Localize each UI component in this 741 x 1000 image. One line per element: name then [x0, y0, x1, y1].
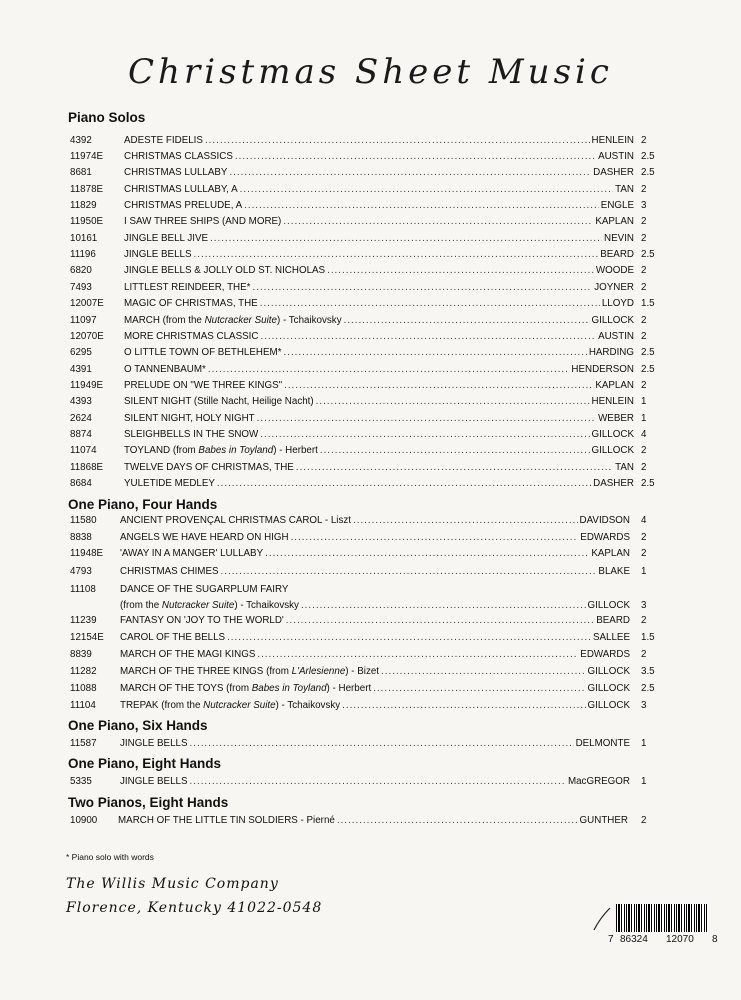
catalog-number: 8839 [70, 649, 92, 660]
barcode-group-2: 12070 [666, 934, 694, 945]
grade-level: 2 [641, 282, 647, 293]
catalog-number: 11239 [70, 615, 97, 626]
grade-level: 2 [641, 184, 647, 195]
leader-dots [260, 428, 589, 442]
title-line [118, 814, 628, 828]
title-line [124, 232, 634, 246]
piece-title [124, 412, 255, 426]
piece-title-text: I SAW THREE SHIPS (AND MORE) [124, 216, 282, 227]
piece-title-text: TWELVE DAYS OF CHRISTMAS, THE [124, 462, 294, 473]
catalog-number: 11949E [70, 380, 104, 391]
piece-title [124, 150, 233, 164]
title-line [124, 379, 634, 393]
grade-level: 2 [641, 445, 647, 456]
catalog-number: 8684 [70, 478, 92, 489]
piece-title [124, 428, 258, 442]
grade-level: 2 [641, 233, 647, 244]
piece-title-text: MARCH (from the [124, 315, 205, 326]
title-line [124, 281, 634, 295]
title-line [120, 583, 630, 597]
leader-dots [194, 248, 599, 262]
leader-dots [190, 737, 574, 751]
piece-title-italic: Babes in Toyland [198, 445, 274, 456]
piece-title-text: O LITTLE TOWN OF BETHLEHEM* [124, 347, 282, 358]
piece-title-text: PRELUDE ON "WE THREE KINGS" [124, 380, 283, 391]
piece-title-text: MARCH OF THE THREE KINGS (from [120, 666, 292, 677]
arranger: NEVIN [604, 233, 634, 244]
piece-title [124, 264, 325, 278]
catalog-number: 2624 [70, 413, 92, 424]
leader-dots [373, 682, 585, 696]
piece-title [124, 363, 206, 377]
leader-dots [217, 477, 591, 491]
piece-title [124, 477, 215, 491]
catalog-number: 11088 [70, 683, 97, 694]
slash-mark-icon [592, 906, 612, 932]
grade-level: 1 [641, 738, 647, 749]
grade-level: 2 [641, 216, 647, 227]
leader-dots [235, 150, 596, 164]
title-line [120, 775, 630, 789]
arranger: BEARD [596, 615, 630, 626]
grade-level: 2 [641, 815, 647, 826]
piece-title [120, 531, 289, 545]
arranger: GILLOCK [591, 429, 634, 440]
arranger: HENDERSON [571, 364, 634, 375]
arranger: HENLEIN [591, 396, 634, 407]
arranger: DELMONTE [575, 738, 630, 749]
piece-title-text: JINGLE BELL JIVE [124, 233, 209, 244]
catalog-number: 11868E [70, 462, 104, 473]
piece-title-text: SLEIGHBELLS IN THE SNOW [124, 429, 259, 440]
piece-title-text: JINGLE BELLS [124, 249, 192, 260]
piece-title-text: TOYLAND (from [124, 445, 199, 456]
piece-title [120, 682, 371, 696]
arranger: EDWARDS [580, 649, 630, 660]
arranger: GILLOCK [587, 700, 630, 711]
title-line [124, 314, 634, 328]
arranger: GILLOCK [591, 445, 634, 456]
piece-title-italic: Nutcracker Suite [204, 315, 277, 326]
leader-dots [316, 395, 590, 409]
grade-level: 2 [641, 649, 647, 660]
piece-title-text: CHRISTMAS PRELUDE, A [124, 200, 243, 211]
leader-dots [240, 183, 614, 197]
piece-title [124, 379, 282, 393]
catalog-number: 8874 [70, 429, 92, 440]
section-heading: One Piano, Six Hands [68, 718, 208, 733]
arranger: GUNTHER [579, 815, 628, 826]
title-line [120, 614, 630, 628]
grade-level: 1 [641, 396, 647, 407]
leader-dots [320, 444, 590, 458]
catalog-number: 4793 [70, 566, 92, 577]
piece-title-text: YULETIDE MEDLEY [124, 478, 215, 489]
title-line [120, 631, 630, 645]
arranger: KAPLAN [591, 548, 630, 559]
piece-title [124, 166, 227, 180]
piece-title [120, 565, 219, 579]
arranger: DASHER [593, 478, 634, 489]
leader-dots [301, 599, 586, 613]
leader-dots [229, 166, 591, 180]
leader-dots [257, 648, 578, 662]
leader-dots [210, 232, 602, 246]
catalog-number: 12070E [70, 331, 104, 342]
arranger: LLOYD [601, 298, 634, 309]
piece-title [124, 215, 281, 229]
grade-level: 2 [641, 548, 647, 559]
grade-level: 2 [641, 532, 647, 543]
arranger: SALLEE [592, 632, 630, 643]
piece-title-text: MAGIC OF CHRISTMAS, THE [124, 298, 258, 309]
grade-level: 2 [641, 265, 647, 276]
barcode-bars [616, 904, 708, 932]
barcode [590, 904, 720, 956]
piece-title [124, 248, 192, 262]
catalog-number: 11196 [70, 249, 96, 260]
title-line [120, 737, 630, 751]
title-line [124, 134, 634, 148]
arranger: DAVIDSON [579, 515, 630, 526]
arranger: MacGREGOR [567, 776, 630, 787]
piece-title-text: CHRISTMAS LULLABY, A [124, 184, 238, 195]
piece-title [124, 183, 238, 197]
leader-dots [257, 412, 596, 426]
grade-level: 4 [641, 429, 647, 440]
grade-level: 2.5 [641, 347, 655, 358]
piece-title [124, 330, 258, 344]
piece-title-text: SILENT NIGHT, HOLY NIGHT [124, 413, 255, 424]
piece-title [120, 665, 379, 679]
page-title: Christmas Sheet Music [128, 52, 613, 92]
title-line [124, 412, 634, 426]
piece-title-suffix: ) - Tchaikovsky [234, 600, 299, 611]
catalog-number: 6295 [70, 347, 92, 358]
grade-level: 2.5 [641, 249, 655, 260]
grade-level: 2 [641, 380, 647, 391]
arranger: AUSTIN [598, 151, 634, 162]
arranger: BLAKE [598, 566, 630, 577]
title-line [124, 248, 634, 262]
arranger: WOODE [595, 265, 634, 276]
grade-level: 2 [641, 462, 647, 473]
grade-level: 3 [641, 200, 647, 211]
grade-level: 3 [641, 600, 647, 611]
piece-title-text: JINGLE BELLS [120, 776, 188, 787]
catalog-number: 4391 [70, 364, 92, 375]
piece-title [120, 648, 255, 662]
leader-dots [327, 264, 594, 278]
piece-title [120, 775, 188, 789]
publisher-name: The Willis Music Company [66, 876, 279, 892]
arranger: ENGLE [600, 200, 634, 211]
arranger: DASHER [593, 167, 634, 178]
arranger: HENLEIN [591, 135, 634, 146]
title-line [124, 444, 634, 458]
piece-title-suffix: ) - Tchaikovsky [276, 315, 342, 326]
title-line [120, 665, 630, 679]
grade-level: 4 [641, 515, 647, 526]
title-line [120, 514, 630, 528]
title-line [120, 531, 630, 545]
piece-title [124, 297, 258, 311]
piece-title [124, 281, 250, 295]
leader-dots [265, 547, 589, 561]
piece-title-text: ADESTE FIDELIS [124, 135, 203, 146]
title-line [124, 461, 634, 475]
title-line [124, 395, 634, 409]
title-line [124, 330, 634, 344]
arranger: HARDING [588, 347, 634, 358]
section-heading: Two Pianos, Eight Hands [68, 795, 229, 810]
catalog-number: 4393 [70, 396, 92, 407]
grade-level: 1.5 [641, 632, 655, 643]
leader-dots [284, 346, 587, 360]
title-line [124, 346, 634, 360]
leader-dots [381, 665, 585, 679]
arranger: AUSTIN [598, 331, 634, 342]
piece-title-text: (from the [120, 600, 162, 611]
grade-level: 1 [641, 566, 647, 577]
grade-level: 2.5 [641, 151, 655, 162]
catalog-number: 11878E [70, 184, 104, 195]
piece-title [120, 699, 340, 713]
catalog-number: 5335 [70, 776, 92, 787]
leader-dots [344, 314, 590, 328]
leader-dots [190, 775, 566, 789]
grade-level: 2 [641, 331, 647, 342]
leader-dots [252, 281, 592, 295]
title-line [124, 297, 634, 311]
piece-title [120, 614, 284, 628]
piece-title [124, 444, 318, 458]
section-heading: Piano Solos [68, 110, 146, 125]
piece-title-italic: Nutcracker Suite [161, 600, 235, 611]
leader-dots [244, 199, 599, 213]
piece-title [124, 232, 208, 246]
title-line [124, 477, 634, 491]
title-line [120, 599, 630, 613]
piece-title-text: TREPAK (from the [120, 700, 204, 711]
catalog-number: 11974E [70, 151, 104, 162]
piece-title-text: DANCE OF THE SUGARPLUM FAIRY [120, 584, 289, 595]
piece-title-text: CHRISTMAS LULLABY [124, 167, 228, 178]
piece-title-text: MARCH OF THE MAGI KINGS [120, 649, 256, 660]
piece-title-text: LITTLEST REINDEER, THE* [124, 282, 251, 293]
barcode-group-1: 86324 [620, 934, 648, 945]
arranger: EDWARDS [580, 532, 630, 543]
piece-title-text: 'AWAY IN A MANGER' LULLABY [120, 548, 264, 559]
leader-dots [291, 531, 579, 545]
piece-title [124, 199, 242, 213]
catalog-number: 4392 [70, 135, 92, 146]
title-line [120, 648, 630, 662]
grade-level: 3 [641, 700, 647, 711]
piece-title-text: MARCH OF THE TOYS (from [120, 683, 252, 694]
footnote: * Piano solo with words [66, 852, 154, 862]
piece-title-suffix: ) - Tchaikovsky [275, 700, 341, 711]
title-line [124, 183, 634, 197]
catalog-number: 6820 [70, 265, 92, 276]
arranger: JOYNER [594, 282, 634, 293]
title-line [124, 215, 634, 229]
title-line [120, 547, 630, 561]
grade-level: 2 [641, 615, 647, 626]
catalog-number: 11948E [70, 548, 104, 559]
arranger: GILLOCK [587, 683, 630, 694]
section-heading: One Piano, Eight Hands [68, 756, 222, 771]
arranger: TAN [615, 184, 634, 195]
title-line [124, 166, 634, 180]
catalog-number: 11282 [70, 666, 97, 677]
catalog-number: 11829 [70, 200, 97, 211]
leader-dots [208, 363, 570, 377]
leader-dots [227, 631, 591, 645]
piece-title [120, 514, 351, 528]
title-line [124, 150, 634, 164]
title-line [124, 428, 634, 442]
grade-level: 2 [641, 135, 647, 146]
piece-title-italic: Babes in Toyland [251, 683, 327, 694]
arranger: GILLOCK [587, 666, 630, 677]
catalog-number: 10161 [70, 233, 98, 244]
grade-level: 2.5 [641, 478, 655, 489]
piece-title-suffix: ) - Herbert [326, 683, 372, 694]
catalog-number: 11950E [70, 216, 104, 227]
piece-title [124, 346, 282, 360]
arranger: KAPLAN [595, 216, 634, 227]
catalog-number: 11074 [70, 445, 97, 456]
catalog-number: 8838 [70, 532, 92, 543]
piece-title-text: JINGLE BELLS & JOLLY OLD ST. NICHOLAS [124, 265, 326, 276]
arranger: TAN [615, 462, 634, 473]
catalog-number: 7493 [70, 282, 92, 293]
piece-title [124, 134, 203, 148]
leader-dots [283, 215, 593, 229]
arranger: BEARD [600, 249, 634, 260]
piece-title [118, 814, 335, 828]
piece-title-text: MORE CHRISTMAS CLASSIC [124, 331, 259, 342]
barcode-right-digit: 8 [712, 934, 718, 945]
leader-dots [337, 814, 578, 828]
piece-title [124, 461, 294, 475]
catalog-number: 8681 [70, 167, 92, 178]
leader-dots [221, 565, 597, 579]
title-line [124, 264, 634, 278]
catalog-number: 10900 [70, 815, 98, 826]
piece-title-suffix: ) - Herbert [273, 445, 318, 456]
leader-dots [260, 297, 600, 311]
arranger: KAPLAN [595, 380, 634, 391]
grade-level: 2.5 [641, 683, 655, 694]
piece-title-text: MARCH OF THE LITTLE TIN SOLDIERS - Pierné [118, 815, 335, 826]
piece-title-text: JINGLE BELLS [120, 738, 188, 749]
title-line [120, 699, 630, 713]
grade-level: 1 [641, 413, 647, 424]
barcode-left-digit: 7 [608, 934, 614, 945]
leader-dots [284, 379, 593, 393]
piece-title [120, 737, 188, 751]
leader-dots [286, 614, 594, 628]
piece-title-text: FANTASY ON 'JOY TO THE WORLD' [120, 615, 284, 626]
piece-title-text: CHRISTMAS CLASSICS [124, 151, 233, 162]
catalog-number: 11108 [70, 584, 96, 595]
leader-dots [353, 514, 578, 528]
catalog-number: 12007E [70, 298, 104, 309]
piece-title-italic: L'Arlesienne [291, 666, 346, 677]
leader-dots [205, 134, 590, 148]
grade-level: 1 [641, 776, 647, 787]
leader-dots [260, 330, 596, 344]
publisher-address: Florence, Kentucky 41022-0548 [66, 900, 323, 916]
grade-level: 2.5 [641, 167, 655, 178]
leader-dots [342, 699, 585, 713]
piece-title [124, 314, 342, 328]
piece-title-text: ANGELS WE HAVE HEARD ON HIGH [120, 532, 289, 543]
arranger: GILLOCK [591, 315, 634, 326]
title-line [124, 199, 634, 213]
catalog-number: 11587 [70, 738, 97, 749]
piece-title-text: SILENT NIGHT (Stille Nacht, Heilige Nacht) [124, 396, 314, 407]
catalog-number: 11097 [70, 315, 97, 326]
grade-level: 2 [641, 315, 647, 326]
piece-title [120, 631, 225, 645]
arranger: GILLOCK [587, 600, 630, 611]
title-line [120, 682, 630, 696]
arranger: WEBER [598, 413, 634, 424]
piece-title [124, 395, 314, 409]
title-line [120, 565, 630, 579]
piece-title-text: O TANNENBAUM* [124, 364, 206, 375]
grade-level: 1.5 [641, 298, 655, 309]
piece-title-italic: Nutcracker Suite [203, 700, 276, 711]
piece-title [120, 599, 299, 613]
piece-title-text: CAROL OF THE BELLS [120, 632, 226, 643]
section-heading: One Piano, Four Hands [68, 497, 218, 512]
piece-title-text: CHRISTMAS CHIMES [120, 566, 219, 577]
catalog-number: 12154E [70, 632, 104, 643]
leader-dots [296, 461, 613, 475]
grade-level: 3.5 [641, 666, 655, 677]
catalog-number: 11580 [70, 515, 97, 526]
piece-title-text: ANCIENT PROVENÇAL CHRISTMAS CAROL - Liszt [120, 515, 351, 526]
piece-title [120, 583, 288, 597]
grade-level: 2.5 [641, 364, 655, 375]
piece-title-suffix: ) - Bizet [345, 666, 380, 677]
catalog-number: 11104 [70, 700, 96, 711]
piece-title [120, 547, 263, 561]
title-line [124, 363, 634, 377]
